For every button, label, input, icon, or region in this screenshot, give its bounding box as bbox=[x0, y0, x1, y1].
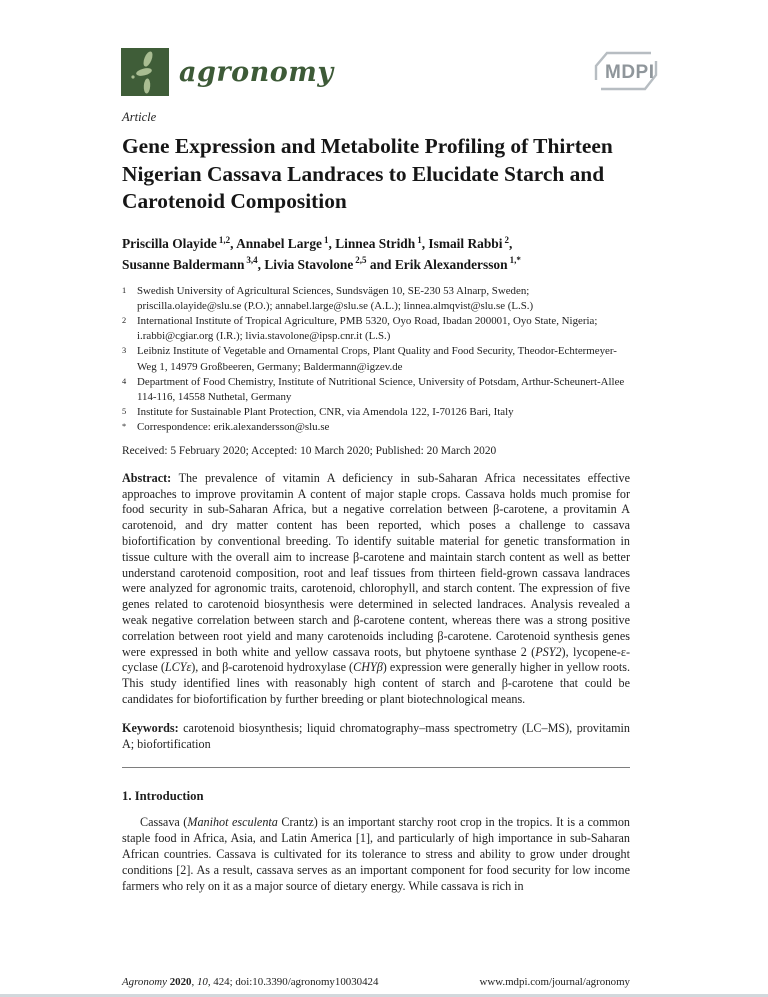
footer-citation: Agronomy 2020, 10, 424; doi:10.3390/agronomy10030424 bbox=[122, 976, 379, 988]
affiliations-list bbox=[122, 284, 630, 434]
author: Livia Stavolone $^{2,5}$ and bbox=[264, 255, 395, 272]
footer-journal-link[interactable]: www.mdpi.com/journal/agronomy bbox=[479, 976, 630, 988]
intro-heading: 1. Introduction bbox=[122, 789, 204, 804]
affiliation-item: 2 International Institute of Tropical Agriculture, PMB 5320, Oyo Road, Ibadan 200001, Oyo State, Nigeria; i.rabbi@cgiar.org (I.R.); livia.stavolone@ipsp.cnr.it (L.S.) bbox=[122, 315, 598, 343]
author: Susanne Baldermann $^{3,4}$, bbox=[122, 255, 265, 272]
affiliation-item: 5 Institute for Sustainable Plant Protection, CNR, via Amendola 122, I-70126 Bari, Italy bbox=[122, 405, 514, 418]
author: Ismail Rabbi $^2$, bbox=[428, 234, 513, 252]
author: Erik Alexandersson $^{1,*}$ bbox=[394, 255, 521, 272]
author: Linnea Stridh $^1$, bbox=[335, 234, 429, 252]
affiliation-item: 3 Leibniz Institute of Vegetable and Ornamental Crops, Plant Quality and Food Security, Theodor-Echtermeyer-Weg 1, 14979 Großbeeren, Germany; Baldermann@igzev.de bbox=[122, 345, 617, 373]
affiliation-item: 1 Swedish University of Agricultural Sciences, Sundsvägen 10, SE-230 53 Alnarp, Sweden; priscilla.olayide@slu.se (P.O.); annabel.large@slu.se (A.L.); linnea.almqvist@slu.se (L.S.) bbox=[122, 285, 534, 313]
section-divider bbox=[122, 767, 630, 768]
intro-paragraph: Cassava (Manihot esculenta Crantz) is an important starchy root crop in the tropics. It is a common staple food in Africa, Asia, and Latin America [1], and particularly of high importance in sub-Saharan African countries. Cassava is cultivated for its tolerance to stress and ability to grow under drought conditions [2]. As a result, cassava serves as an important component for food security for low income farmers who rely on it as a major source of dietary energy. While cassava is rich in bbox=[122, 815, 630, 893]
abstract-label: Abstract: bbox=[122, 470, 172, 485]
journal-wordmark: agronomy bbox=[179, 56, 334, 88]
page-footer bbox=[122, 976, 630, 988]
dates-line: Received: 5 February 2020; Accepted: 10 March 2020; Published: 20 March 2020 bbox=[122, 444, 497, 457]
article-type-label: Article bbox=[122, 110, 157, 124]
article-content bbox=[122, 0, 630, 894]
keywords-text: carotenoid biosynthesis; liquid chromatography–mass spectrometry (LC–MS), provitamin A; biofortification bbox=[122, 720, 630, 751]
mdpi-logo-text: MDPI bbox=[605, 62, 655, 83]
paper-title: Gene Expression and Metabolite Profiling of Thirteen Nigerian Cassava Landraces to Elucidate Starch and Carotenoid Composition bbox=[122, 134, 613, 214]
author: Priscilla Olayide $^{1,2}$, bbox=[122, 234, 237, 252]
keywords-label: Keywords: bbox=[122, 720, 179, 735]
author: Annabel Large $^1$, bbox=[236, 234, 336, 252]
correspondence-item: * Correspondence: erik.alexandersson@slu.se bbox=[122, 420, 330, 433]
authors-line bbox=[122, 234, 630, 274]
abstract-text: The prevalence of vitamin A deficiency in sub-Saharan Africa necessitates effective approaches to improve provitamin A content of major staple crops. Cassava holds much promise for food security in sub-Saharan Africa, but a negative correlation between β-carotene, a provitamin A carotenoid, and dry matter content has been reported, which poses a challenge to cassava biofortification by conventional breeding. To identify suitable material for genetic transformation in tissue culture with the overall aim to increase β-carotene and maintain starch content as well as better understand carotenoid composition, root and leaf tissues from thirteen field-grown cassava landraces were analyzed for agronomic traits, carotenoid, chlorophyll, and starch content. The expression of five genes related to carotenoid biosynthesis were determined in selected landraces. Analysis revealed a weak negative correlation between starch and β-carotene content, whereas there was a strong positive correlation between root yield and many carotenoids including β-carotene. Carotenoid synthesis genes were expressed in both white and yellow cassava roots, but phytoene synthase 2 (PSY2), lycopene-ε-cyclase (LCYε), and β-carotenoid hydroxylase (CHYβ) expression were generally higher in yellow roots. This study identified lines with reasonably high content of starch and β-carotene that could be candidates for biofortification by further breeding or plant biotechnological means. bbox=[122, 470, 630, 706]
affiliation-item: 4 Department of Food Chemistry, Institute of Nutritional Science, University of Potsdam, Arthur-Scheunert-Allee 114-116, 14558 Nuthetal, Germany bbox=[122, 375, 625, 403]
abstract bbox=[122, 471, 630, 708]
keywords bbox=[122, 721, 630, 753]
